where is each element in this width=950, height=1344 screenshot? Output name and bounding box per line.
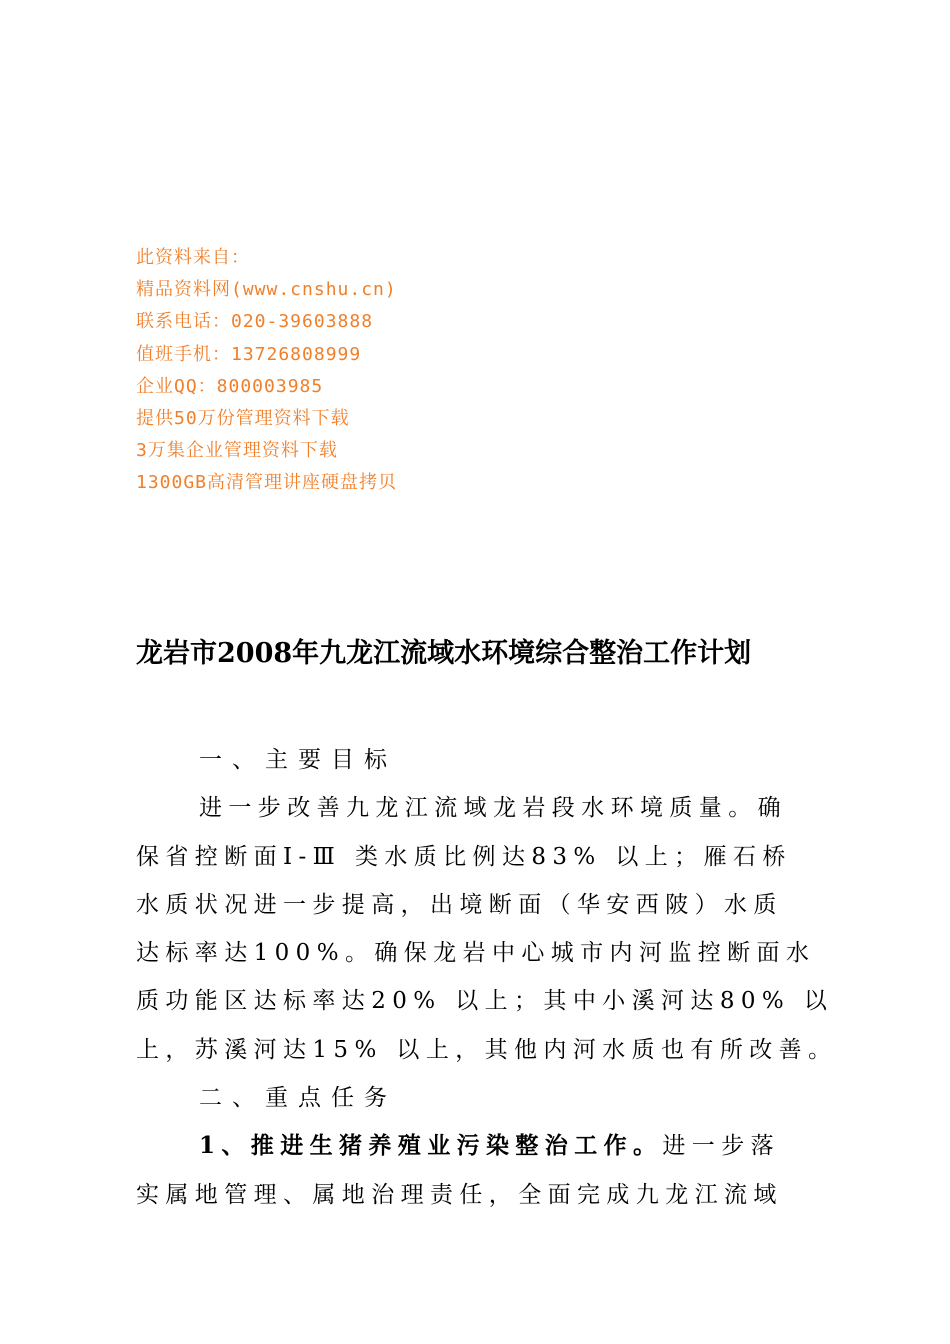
paragraph-line: 达标率达100%。确保龙岩中心城市内河监控断面水 [136, 940, 816, 967]
promo-line: 精品资料网(www.cnshu.cn) [136, 279, 397, 301]
paragraph-line: 进一步改善九龙江流域龙岩段水环境质量。确 [199, 795, 787, 822]
promo-line: 3万集企业管理资料下载 [136, 440, 338, 462]
section-heading: 一、主要目标 [199, 747, 397, 773]
section-heading: 二、重点任务 [199, 1085, 397, 1112]
promo-line: 此资料来自： [136, 247, 250, 268]
task-line [136, 1122, 836, 1170]
paragraph-line: 保省控断面Ⅰ-Ⅲ 类水质比例达83% 以上；雁石桥 [136, 843, 792, 870]
promo-line: 联系电话：020-39603888 [136, 311, 374, 333]
paragraph-line: 实属地管理、属地治理责任，全面完成九龙江流域 [136, 1181, 783, 1208]
promo-line: 1300GB高清管理讲座硬盘拷贝 [136, 472, 398, 494]
paragraph-line: 上，苏溪河达15% 以上，其他内河水质也有所改善。 [136, 1036, 838, 1063]
paragraph-line: 质功能区达标率达20% 以上；其中小溪河达80% 以 [136, 988, 834, 1015]
document-body [136, 736, 836, 1219]
paragraph-line: 水质状况进一步提高，出境断面（华安西陂）水质 [136, 891, 783, 918]
promo-block [136, 242, 397, 500]
task-text: 进一步落 [662, 1133, 781, 1160]
promo-line: 值班手机：13726808999 [136, 343, 362, 365]
promo-line: 提供50万份管理资料下载 [136, 408, 350, 430]
task-title: 1、推进生猪养殖业污染整治工作。 [199, 1132, 663, 1160]
document-title: 龙岩市2008年九龙江流域水环境综合整治工作计划 [136, 638, 752, 669]
promo-line: 企业QQ：800003985 [136, 375, 324, 397]
